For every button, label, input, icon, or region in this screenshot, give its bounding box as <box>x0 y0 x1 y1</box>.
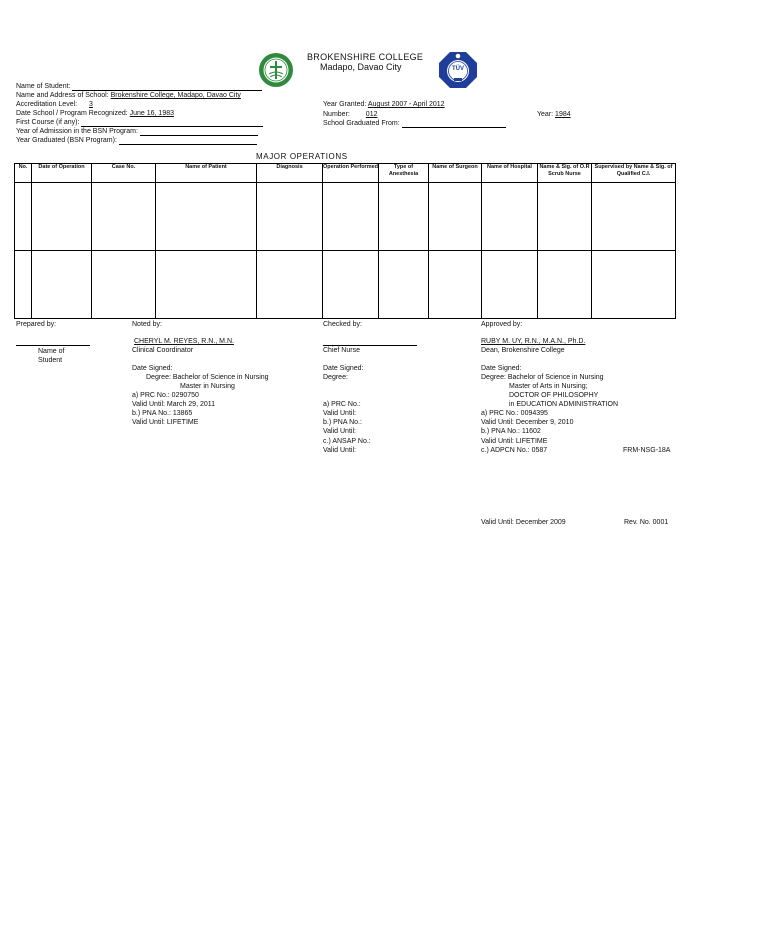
column-header-surgeon: Name of Surgeon <box>429 164 482 183</box>
school-graduated-label: School Graduated From: <box>323 120 400 127</box>
college-name: BROKENSHIRE COLLEGE <box>307 52 424 62</box>
approved-by-name: RUBY M. UY, R.N., M.A.N., Ph.D. <box>481 338 586 345</box>
approved-by-degree1: Degree: Bachelor of Science in Nursing <box>481 374 604 381</box>
year-value: 1984 <box>555 111 571 118</box>
date-recognized-row <box>16 109 222 118</box>
approved-by-pna: b.) PNA No.: 11602 <box>481 428 541 435</box>
major-operations-title: MAJOR OPERATIONS <box>256 152 348 161</box>
student-name-row <box>16 82 262 91</box>
table-cell <box>257 183 323 251</box>
first-course-label: First Course (if any): <box>16 119 80 126</box>
approved-by-prc: a) PRC No.: 0094395 <box>481 410 548 417</box>
table-cell <box>257 251 323 319</box>
date-recognized-value: June 16, 1983 <box>129 110 174 117</box>
school-address-label: Name and Address of School: <box>16 92 109 99</box>
column-header-case-no: Case No. <box>92 164 156 183</box>
table-cell <box>32 251 92 319</box>
table-row <box>15 183 676 251</box>
admission-row <box>16 127 258 136</box>
noted-by-title: Clinical Coordinator <box>132 347 194 354</box>
year-label: Year: <box>537 111 554 118</box>
noted-by-prc-valid: Valid Until: March 29, 2011 <box>132 401 216 408</box>
table-cell <box>379 183 429 251</box>
table-cell <box>15 183 32 251</box>
prepared-by-role-line2: Student <box>38 357 63 364</box>
table-cell <box>92 251 156 319</box>
table-cell <box>156 183 257 251</box>
checked-by-date-signed: Date Signed: <box>323 365 364 372</box>
table-cell <box>538 183 592 251</box>
noted-by-label: Noted by: <box>132 321 162 328</box>
approved-by-pna-valid: Valid Until: LIFETIME <box>481 438 548 445</box>
approved-by-prc-valid: Valid Until: December 9, 2010 <box>481 419 574 426</box>
footer-valid-until: Valid Until: December 2009 <box>481 519 566 526</box>
column-header-scrub-nurse: Name & Sig. of O.R Scrub Nurse <box>538 164 592 183</box>
year-row <box>537 110 571 119</box>
revision-number: Rev. No. 0001 <box>624 519 669 526</box>
approved-by-degree3: DOCTOR OF PHILOSOPHY <box>509 392 599 399</box>
year-granted-label: Year Granted: <box>323 101 367 108</box>
table-cell <box>429 251 482 319</box>
prepared-by-signature-line <box>16 345 90 346</box>
school-graduated-row <box>323 119 506 128</box>
number-label: Number: <box>323 111 350 118</box>
school-address-value: Brokenshire College, Madapo, Davao City <box>110 92 241 99</box>
approved-by-date-signed: Date Signed: <box>481 365 522 372</box>
prepared-by-role-line1: Name of <box>38 348 65 355</box>
table-cell <box>592 251 676 319</box>
approved-by-label: Approved by: <box>481 321 523 328</box>
approved-by-title: Dean, Brokenshire College <box>481 347 565 354</box>
graduated-line <box>119 136 257 145</box>
school-graduated-line <box>402 119 506 128</box>
admission-label: Year of Admission in the BSN Program: <box>16 128 138 135</box>
student-name-line <box>72 82 262 91</box>
tuv-seal-logo <box>438 51 478 89</box>
table-cell <box>482 251 538 319</box>
graduated-row <box>16 136 257 145</box>
table-cell <box>379 251 429 319</box>
checked-by-label: Checked by: <box>323 321 362 328</box>
noted-by-degree2: Master in Nursing <box>180 383 235 390</box>
column-header-patient: Name of Patient <box>156 164 257 183</box>
college-seal-logo <box>258 52 294 88</box>
table-cell <box>15 251 32 319</box>
form-number: FRM-NSG-18A <box>623 447 671 454</box>
approved-by-degree2: Master of Arts in Nursing; <box>509 383 588 390</box>
checked-by-ansap-valid: Valid Until: <box>323 447 356 454</box>
student-name-label: Name of Student: <box>16 83 71 90</box>
accreditation-label: Accreditation Level: <box>16 101 78 108</box>
column-header-anesthesia: Type of Anesthesia <box>379 164 429 183</box>
approved-by-degree4: in EDUCATION ADMINISTRATION <box>509 401 619 408</box>
year-granted-value: August 2007 - April 2012 <box>367 101 445 108</box>
checked-by-prc-valid: Valid Until: <box>323 410 356 417</box>
noted-by-pna-valid: Valid Until: LIFETIME <box>132 419 199 426</box>
column-header-date: Date of Operation <box>32 164 92 183</box>
column-header-diagnosis: Diagnosis <box>257 164 323 183</box>
noted-by-prc: a) PRC No.: 0290750 <box>132 392 199 399</box>
table-header-row <box>15 164 676 183</box>
checked-by-pna: b.) PNA No.: <box>323 419 362 426</box>
checked-by-ansap: c.) ANSAP No.: <box>323 438 371 445</box>
number-row <box>323 110 385 119</box>
table-cell <box>92 183 156 251</box>
column-header-no: No. <box>15 164 32 183</box>
noted-by-date-signed: Date Signed: <box>132 365 173 372</box>
first-course-row <box>16 118 263 127</box>
major-operations-table <box>14 163 676 319</box>
accreditation-row <box>16 100 98 109</box>
table-cell <box>156 251 257 319</box>
approved-by-adpcn: c.) ADPCN No.: 0587 <box>481 447 548 454</box>
table-cell <box>482 183 538 251</box>
college-city: Madapo, Davao City <box>320 62 402 72</box>
accreditation-value: 3 <box>89 101 93 108</box>
first-course-line <box>81 118 263 127</box>
tuv-seal-text: TÜV <box>452 66 464 72</box>
table-cell <box>32 183 92 251</box>
year-granted-row <box>323 100 445 109</box>
table-cell <box>323 183 379 251</box>
date-recognized-label: Date School / Program Recognized: <box>16 110 128 117</box>
checked-by-pna-valid: Valid Until: <box>323 428 356 435</box>
table-cell <box>429 183 482 251</box>
table-cell <box>538 251 592 319</box>
column-header-supervised-by: Supervised by Name & Sig. of Qualified C.I. <box>592 164 676 183</box>
number-value: 012 <box>365 111 378 118</box>
checked-by-title: Chief Nurse <box>323 347 360 354</box>
checked-by-degree: Degree: <box>323 374 348 381</box>
prepared-by-label: Prepared by: <box>16 321 57 328</box>
school-address-row <box>16 91 241 100</box>
table-cell <box>592 183 676 251</box>
graduated-label: Year Graduated (BSN Program): <box>16 137 117 144</box>
noted-by-pna: b.) PNA No.: 13865 <box>132 410 193 417</box>
table-row <box>15 251 676 319</box>
column-header-hospital: Name of Hospital <box>482 164 538 183</box>
noted-by-degree1: Degree: Bachelor of Science in Nursing <box>146 374 269 381</box>
table-cell <box>323 251 379 319</box>
noted-by-name: CHERYL M. REYES, R.N., M.N. <box>134 338 234 345</box>
column-header-operation: Operation Performed <box>323 164 379 183</box>
checked-by-prc: a) PRC No.: <box>323 401 361 408</box>
admission-line <box>140 127 258 136</box>
